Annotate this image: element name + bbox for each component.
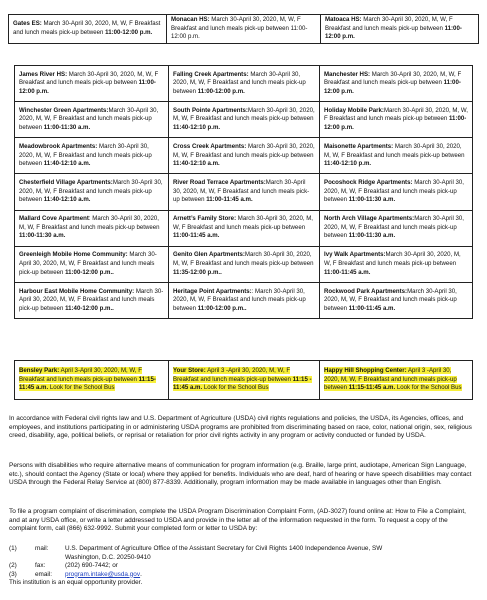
pickup-time: 11:00-12:00 p.m. [171, 24, 308, 41]
pickup-time: 11:00-11:30 a.m. [348, 196, 396, 204]
site-name: Chesterfield Village Apartments: [19, 179, 113, 187]
site-details: March 30-April 30, 2020, M, W, F Breakfast and lunch meals pick-up between [13, 20, 161, 36]
table-row [15, 138, 473, 174]
equal-opportunity-statement: This institution is an equal opportunity provider. [9, 579, 143, 586]
site-details: March 30-April 30, 2020, M, W, F Breakfast and lunch meals pick-up between [19, 251, 157, 276]
site-cell [15, 138, 169, 174]
contact-mail: (1) mail: U.S. Department of Agriculture Office of the Assistant Secretary for Civil Rights 1400 Independence Avenue, SW [9, 545, 383, 552]
site-cell [15, 210, 169, 246]
site-cell [320, 210, 473, 246]
table-row [15, 361, 473, 400]
pickup-time: 11:40-12:10 a.m. [43, 196, 91, 204]
site-name: Monacan HS: [171, 16, 210, 23]
site-cell [15, 102, 169, 138]
pickup-time: 11:00-11:45 a.m. [173, 232, 220, 240]
site-details: March 30-April 30, 2020, M, W, F Breakfast and lunch meals pick-up between [324, 287, 457, 312]
contact-fax: (2) fax: (202) 690-7442; or [9, 562, 118, 569]
pickup-time: 11:00-12:00 p.m. [325, 24, 462, 41]
site-name: South Pointe Apartments: [173, 106, 248, 114]
site-name: Matoaca HS: [325, 16, 362, 23]
bus-stop-cell: Your Store: April 3 -April 30, 2020, M, W, F Breakfast and lunch meals pick-up between 11:15 - 11:45 a.m. Look for the School Bus [169, 361, 320, 400]
site-details: March 30-April 30, 2020, M, W, F Breakfast and lunch meals pick-up between [324, 251, 461, 267]
site-cell [169, 102, 320, 138]
site-details: March 30-April 30, 2020, M, W, F Breakfast and lunch meals pick-up between [173, 142, 315, 159]
pickup-time: 11:00-11:30 a.m. [43, 124, 91, 131]
table-row [15, 246, 473, 282]
site-details: March 30-April 30, 2020, M, W, F Breakfast and lunch meals pick-up between [19, 142, 152, 168]
site-name: Falling Creek Apartments: [173, 70, 249, 78]
site-cell [169, 282, 320, 318]
site-name: Rockwood Park Apartments: [324, 287, 408, 295]
table-row [15, 174, 473, 210]
table-row [15, 282, 473, 318]
site-cell [169, 246, 320, 282]
contact-list: (1) mail: U.S. Department of Agriculture Office of the Assistant Secretary for Civil Rights 1400 Independence Avenue, SW Washington, D.C. 20250-9410 (2) fax: (202) 690-7442; or (3) email: program.intake@usda.gov . This institution is an equal opportunity provider. [9, 545, 479, 588]
site-cell [15, 246, 169, 282]
pickup-time: 11:00-12:00 p.m. [324, 115, 467, 131]
pickup-time: 11:40-12:10 p.m. [173, 124, 221, 131]
pickup-time: 11:00-12:00 p.m. [197, 87, 245, 95]
pickup-time: 11:00-11:45 a.m. [348, 304, 396, 312]
site-details: : March 30-April 30, 2020, M, W, F Breakfast and lunch meals pick-up between [173, 287, 306, 312]
site-name: Meadowbrook Apartments: [19, 142, 98, 150]
site-name: Maisonette Apartments: [324, 142, 394, 150]
pickup-time: 11:40-12:10 a.m. [43, 160, 91, 168]
site-name: Greenleigh Mobile Home Community: [19, 251, 128, 259]
site-details: March 30-April 30, 2020, M, W, F Breakfast and lunch meals pick-up between [173, 106, 315, 123]
meal-sites-table [14, 65, 473, 319]
site-cell [169, 138, 320, 174]
site-cell [169, 66, 320, 102]
site-details: March 30-April 30, 2020, M, W, F Breakfast and lunch meals pick-up between [324, 215, 464, 240]
site-details: March 30-April 30, 2020, M, W, F Breakfast and lunch meals pick-up between [324, 106, 468, 123]
site-cell [320, 174, 473, 210]
table-row [15, 66, 473, 102]
site-cell [15, 66, 169, 102]
site-details: : March 30-April 30, 2020, M, W, F Breakfast and lunch meals pick-up between [19, 215, 160, 231]
top-row-table [8, 14, 479, 44]
site-name: Pocoshock Ridge Apartments: [324, 179, 413, 187]
site-name: Mallard Cove Apartment [19, 215, 89, 223]
pickup-time: 11:00-11:30 a.m. [348, 232, 396, 240]
pickup-time: 11:00-11:30 a.m. [19, 232, 66, 240]
pickup-time: 11:00-12:00 p.m. [324, 79, 461, 95]
bus-stop-cell: Bensley Park: April 3-April 30, 2020, M, W, F Breakfast and lunch meals pick-up between 11:15-11:45 a.m. Look for the School Bus [15, 361, 169, 400]
site-name: Manchester HS: [324, 70, 371, 78]
pickup-time: 11:40-12:10 a.m. [173, 160, 220, 168]
site-details: March 30-April 30, 2020, M, W, F Breakfast and lunch meals pick-up between [19, 179, 163, 204]
site-cell [320, 66, 473, 102]
site-details: March 30-April 30, 2020, M, W, F Breakfast and lunch meals pick-up between [325, 16, 453, 32]
site-cell [15, 282, 169, 318]
site-details: March 30-April 30, 2020, M, W, F Breakfast and lunch meals pick-up between [324, 179, 464, 204]
pickup-time: 11:00-11:45 a.m. [324, 268, 371, 276]
site-name: Winchester Green Apartments: [19, 106, 109, 114]
site-details: March 30-April 30, 2020, M, W, F Breakfast and lunch meals pick-up between [173, 215, 313, 231]
site-cell [167, 15, 321, 44]
site-cell [321, 15, 479, 44]
site-name: Harbour East Mobile Home Community: [19, 287, 135, 295]
site-details: March 30-April 30, 2020, M, W, F Breakfast and lunch meals pick-up between [19, 70, 159, 87]
site-name: Arnett’s Family Store: [173, 215, 237, 223]
accessibility-paragraph: Persons with disabilities who require alternative means of communication for program information (e.g. Braille, large print, audiotape, American Sign Language, etc.), should contact the Agency (State or local) where they applied for benefits. Individuals who are deaf, hard of hearing or have speech disabilities may contact USDA through the Federal Relay Service at (800) 877-8339. Additionally, program information may be made available in languages other than English. [9, 462, 472, 487]
pickup-time: 11:40-12:10 p.m. [324, 160, 372, 168]
site-name: James River HS: [19, 70, 68, 78]
site-details: March 30-April 30, 2020, M, W, F Breakfast and lunch meals pick-up between [171, 16, 301, 32]
pickup-time: 11:00-12:00 p.m. [105, 28, 153, 36]
site-name: Holiday Mobile Park: [324, 106, 384, 114]
table-row [9, 15, 479, 44]
site-cell [320, 102, 473, 138]
site-details: March 30-April 30, 2020, M, W, F Breakfast and lunch meals pick-up between [173, 251, 314, 267]
site-details: March 30-April 30, 2020, M, W, F Breakfast and lunch meals pick-up between [19, 106, 159, 131]
table-row [15, 210, 473, 246]
site-cell [320, 246, 473, 282]
site-cell [169, 174, 320, 210]
bus-stops-table [14, 360, 473, 400]
site-details: March 30-April 30, 2020, M, W, F Breakfast and lunch meals pick-up between [324, 142, 465, 159]
site-details: March 30-April 30, 2020, M, W, F Breakfast and lunch meals pick-up between [173, 179, 310, 204]
site-name: River Road Terrace Apartments: [173, 179, 266, 187]
site-cell [320, 282, 473, 318]
site-cell [320, 138, 473, 174]
pickup-time: 11:35-12:00 p.m.. [173, 268, 222, 276]
pickup-time: 11:00-12:00 p.m.. [65, 268, 114, 276]
pickup-time: 11:00-11:45 a.m. [206, 196, 253, 204]
site-details: March 30-April 30, 2020, M, W, F Breakfast and lunch meals pick-up between [173, 70, 306, 95]
civil-rights-paragraph: In accordance with Federal civil rights law and U.S. Department of Agriculture (USDA) civil rights regulations and policies, the USDA, its Agencies, offices, and employees, and institutions participating in or administering USDA programs are prohibited from discriminating based on race, color, national origin, sex, religious creed, disability, age, political beliefs, or reprisal or retaliation for prior civil rights activity in any program or activity conducted or funded by USDA. [9, 415, 472, 440]
site-name: Genito Glen Apartments: [173, 251, 245, 259]
site-details: March 30-April 30, 2020, M, W, F Breakfast and lunch meals pick-up between [324, 70, 462, 87]
site-name: Gates ES: [13, 20, 42, 28]
site-cell [15, 174, 169, 210]
pickup-time: 11:40-12:00 p.m.. [65, 304, 114, 312]
site-name: Heritage Point Apartments: [173, 287, 252, 295]
contact-email: (3) email: program.intake@usda.gov . [9, 570, 142, 578]
site-cell [169, 210, 320, 246]
table-row [15, 102, 473, 138]
site-details: March 30-April 30, 2020, M, W, F Breakfast and lunch meals pick-up between [19, 287, 164, 312]
bus-stop-cell: Happy Hill Shopping Center: April 3 -April 30, 2020, M, W, F Breakfast and lunch meals pick-up between 11:15-11:45 a.m. Look for the School Bus [320, 361, 473, 400]
pickup-time: 11:00-12:00 p.m.. [197, 304, 247, 312]
pickup-time: 11:00-12:00 p.m. [19, 79, 156, 95]
complaint-paragraph: To file a program complaint of discrimination, complete the USDA Program Discrimination Complaint Form, (AD-3027) found online at: How to File a Complaint, and at any USDA office, or write a letter addressed to USDA and provide in the letter all of the information requested in the form. To request a copy of the complaint form, call (866) 632-9992. Submit your completed form or letter to USDA by: [9, 508, 466, 533]
site-name: Ivy Walk Apartments: [324, 251, 386, 259]
site-name: North Arch Village Apartments: [324, 215, 415, 223]
email-link[interactable]: program.intake@usda.gov [65, 570, 141, 578]
site-name: Cross Creek Apartments: [173, 142, 247, 150]
site-cell [9, 15, 167, 44]
